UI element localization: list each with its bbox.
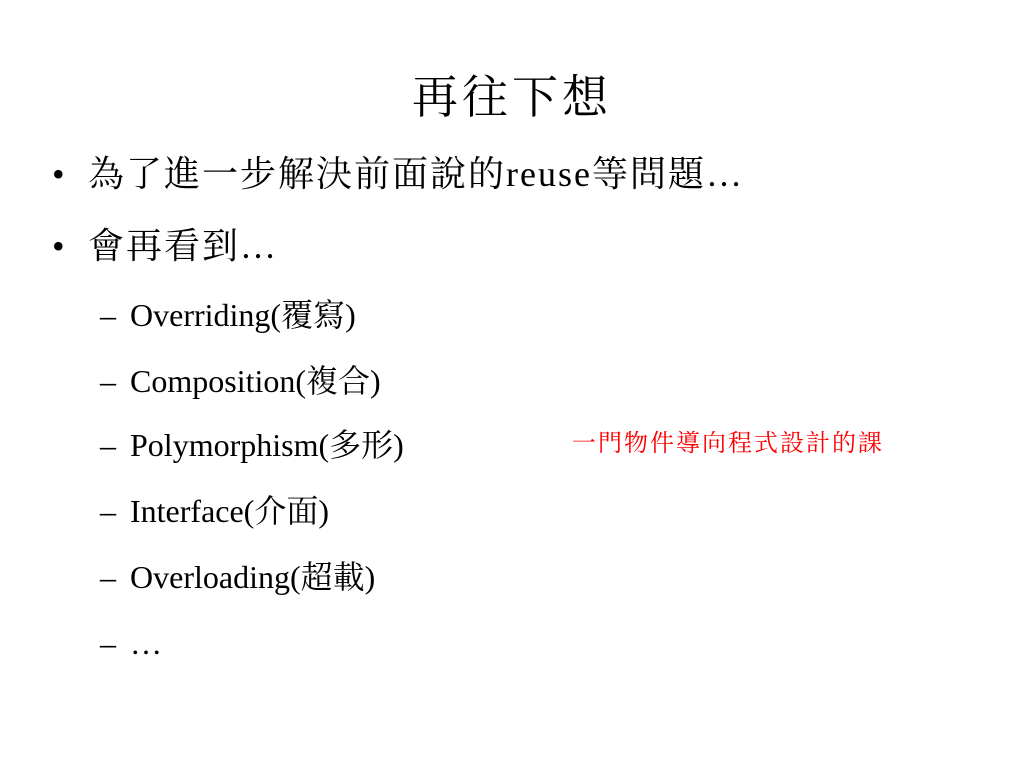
subitem-text: Interface(介面) [130,493,329,529]
subitem-interface [100,490,329,532]
bullet-marker: • [52,154,65,194]
bullet-item-see-again [52,222,278,270]
dash-marker: – [100,363,116,399]
bullet-text: 會再看到… [88,226,279,266]
subitem-polymorphism [100,424,404,466]
subitem-text: Polymorphism(多形) [130,427,404,463]
dash-marker: – [100,559,116,595]
subitem-overloading [100,556,375,598]
bullet-text: 為了進一步解決前面說的reuse等問題… [88,154,744,194]
subitem-composition [100,360,381,402]
dash-marker: – [100,297,116,333]
bullet-item-reuse [52,150,744,198]
subitem-text: Composition(複合) [130,363,381,399]
oop-course-note: 一門物件導向程式設計的課 [572,431,884,457]
dash-marker: – [100,493,116,529]
subitem-ellipsis [100,622,162,664]
dash-marker: – [100,625,116,661]
slide-title: 再往下想 [412,72,612,123]
subitem-text: … [130,625,162,661]
bullet-marker: • [52,226,65,266]
subitem-overriding [100,294,356,336]
subitem-text: Overloading(超載) [130,559,376,595]
dash-marker: – [100,427,116,463]
subitem-text: Overriding(覆寫) [130,297,356,333]
